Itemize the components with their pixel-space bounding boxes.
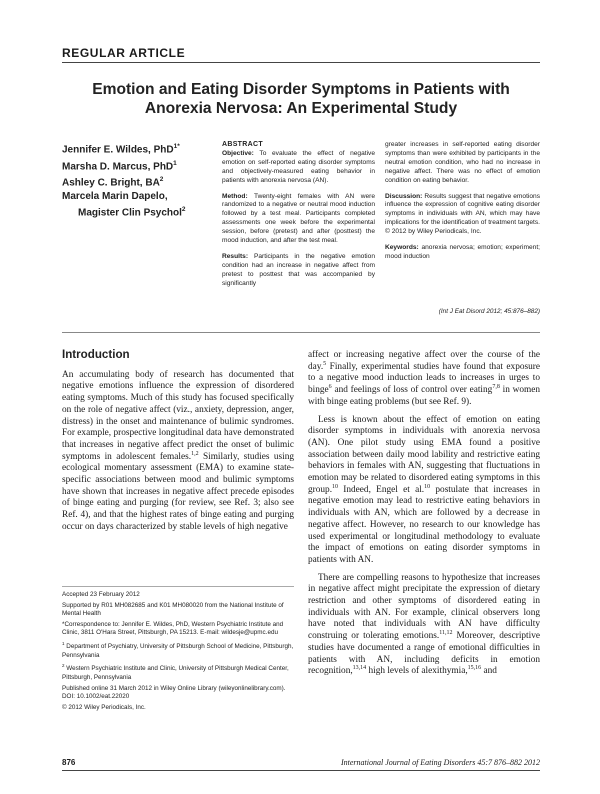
title-line-2: Anorexia Nervosa: An Experimental Study <box>144 100 458 117</box>
text-run: An accumulating body of research has documented that negative emotions influence the expression of disordered eating symptoms. Much of this study has focused specifically on the role of negative affect (viz., anxiety, depression, anger, distress) in the onset and maintenance of bulimic syndromes. For example, prospective longitudinal data have demonstrated that increases in negative affect predict the onset of bulimic symptoms in adolescent females. <box>62 369 294 462</box>
citation-ref: 10 <box>332 483 339 490</box>
journal-citation: (Int J Eat Disord 2012; 45:876–882) <box>438 308 540 315</box>
abstract-method: Method: Twenty-eight females with AN were randomized to a negative or neutral mood induction followed by a test meal. Participants completed assessments one week before the experimental session, before (pretest) and after (posttest) the mood induction, and after the test meal. <box>222 192 375 245</box>
body-paragraph <box>308 350 540 409</box>
introduction-heading: Introduction <box>62 348 130 361</box>
section-label: REGULAR ARTICLE <box>62 46 186 60</box>
author: Jennifer E. Wildes, PhD$^{1*}$ <box>62 143 180 156</box>
text-run: Indeed, Engel et al. <box>338 484 425 495</box>
article-title <box>62 80 540 118</box>
abstract-divider <box>62 332 540 333</box>
affiliation-1: $^1$ Department of Psychiatry, University of Pittsburgh School of Medicine, Pittsburgh, Pennsylvania <box>62 640 294 659</box>
citation-ref: 10 <box>424 483 431 490</box>
citation-ref: 6 <box>328 384 332 391</box>
citation-ref: 5 <box>323 360 327 367</box>
author: Magister Clin Psychol$^2$ <box>78 206 186 219</box>
text-run: Similarly, studies using ecological momentary assessment (EMA) to examine state-specific associations between mood and bulimic symptoms have shown that increases in negative affect precede episodes of binge eating and purging (for review, see Ref. 3; also see Ref. 4), and that the highest rates of binge eating and purging occur on days characterized by stable levels of high negative <box>62 451 294 532</box>
body-column-2 <box>308 350 540 684</box>
journal-footer: International Journal of Eating Disorders 45:7 876–882 2012 <box>340 758 540 767</box>
text-run: Finally, experimental studies have found that exposure to a negative mood induction leads to increases in urges to binge <box>308 361 540 396</box>
body-paragraph <box>308 415 540 567</box>
copyright-note: © 2012 Wiley Periodicals, Inc. <box>62 703 146 711</box>
text-run: There are compelling reasons to hypothesize that increases in negative affect might precipitate the expression of dietary restriction and other symptoms of disordered eating in individuals with AN. For example, clinical observers long have noted that individuals with AN have difficulty construing or tolerating emotions. <box>308 572 540 642</box>
abstract-column-2 <box>385 141 540 269</box>
citation-ref: 13,14 <box>352 665 367 672</box>
text-run: Moreover, descriptive studies have documented a range of emotional difficulties in patients with AN, including deficits in emotion recognition, <box>308 631 540 677</box>
title-line-1: Emotion and Eating Disorder Symptoms in Patients with <box>92 81 510 98</box>
publication-note: Published online 31 March 2012 in Wiley Online Library (wileyonlinelibrary.com). DOI: 10.1002/eat.22020 <box>62 684 286 701</box>
correspondence-note: *Correspondence to: Jennifer E. Wildes, PhD, Western Psychiatric Institute and Clinic, 3811 O'Hara Street, Pittsburgh, PA 15213. E-mail: wildesje@upmc.edu <box>62 620 284 637</box>
abstract-results: Results: Participants in the negative emotion condition had an increase in negative affect from pretest to posttest that was accompanied by significantly <box>222 252 375 287</box>
body-paragraph <box>308 573 540 678</box>
funding-note: Supported by R01 MH082685 and K01 MH080020 from the National Institute of Mental Health <box>62 601 284 618</box>
affiliation-2: $^2$ Western Psychiatric Institute and Clinic, University of Pittsburgh Medical Center, Pittsburgh, Pennsylvania <box>62 663 289 681</box>
body-paragraph <box>62 370 294 534</box>
author-list <box>62 140 224 220</box>
text-run: and feelings of loss of control over eating <box>331 385 493 396</box>
bottom-rule <box>62 770 540 771</box>
text-run: Less is known about the effect of emotion on eating disorder symptoms in individuals with anorexia nervosa (AN). One pilot study using EMA found a positive association between daily mood lability and restrictive eating behaviors in females with AN, suggesting that fluctuations in emotion may be related to disordered eating symptoms in this group. <box>308 414 540 495</box>
top-rule <box>62 62 540 63</box>
abstract-column-1 <box>222 141 375 296</box>
citation-ref: 1,2 <box>191 450 199 457</box>
citation-ref: 15,16 <box>467 665 482 672</box>
footnotes <box>62 591 294 714</box>
text-run: in women with binge eating problems (but see Ref. 9). <box>308 385 540 407</box>
citation-ref: 7,8 <box>492 384 500 391</box>
author: Ashley C. Bright, $BA^2$ <box>62 176 164 189</box>
abstract-heading: ABSTRACT <box>222 141 263 148</box>
citation-ref: 11,12 <box>439 630 453 637</box>
page-number: 876 <box>62 758 76 767</box>
text-run: affect or increasing negative affect over the course of the day. <box>308 350 540 372</box>
abstract-results-continued: greater increases in self-reported eating disorder symptoms than were exhibited by participants in the neutral emotion condition, who had no increase in negative affect. There was no effect of emotion condition on eating behavior. <box>385 141 540 184</box>
abstract-discussion: Discussion: Results suggest that negative emotions influence the expression of cognitive eating disorder symptoms in individuals with AN, which may have implications for the identification of treatment targets. © 2012 by Wiley Periodicals, Inc. <box>385 192 541 236</box>
text-run: high levels of alexithymia, <box>366 666 468 677</box>
author: Marsha D. Marcus, PhD$^1$ <box>62 159 177 172</box>
abstract-objective: Objective: To evaluate the effect of negative emotion on self-reported eating disorder symptoms and objectively-measured eating behavior in patients with anorexia nervosa (AN). <box>222 149 376 184</box>
abstract-keywords: Keywords: anorexia nervosa; emotion; experiment; mood induction <box>385 244 540 260</box>
body-column-1 <box>62 349 294 540</box>
author: Marcela Marin Dapelo, <box>62 190 168 202</box>
accepted-date: Accepted 23 February 2012 <box>62 591 140 598</box>
text-run: postulate that increases in negative emotion may lead to restrictive eating behaviors in individuals with AN, which are followed by a decrease in negative affect. However, no research to our knowledge has used experimental or longitudinal methodology to evaluate the impact of emotions on eating disorder symptoms in patients with AN. <box>308 484 540 565</box>
footnote-rule <box>62 586 294 587</box>
text-run: and <box>481 666 497 677</box>
